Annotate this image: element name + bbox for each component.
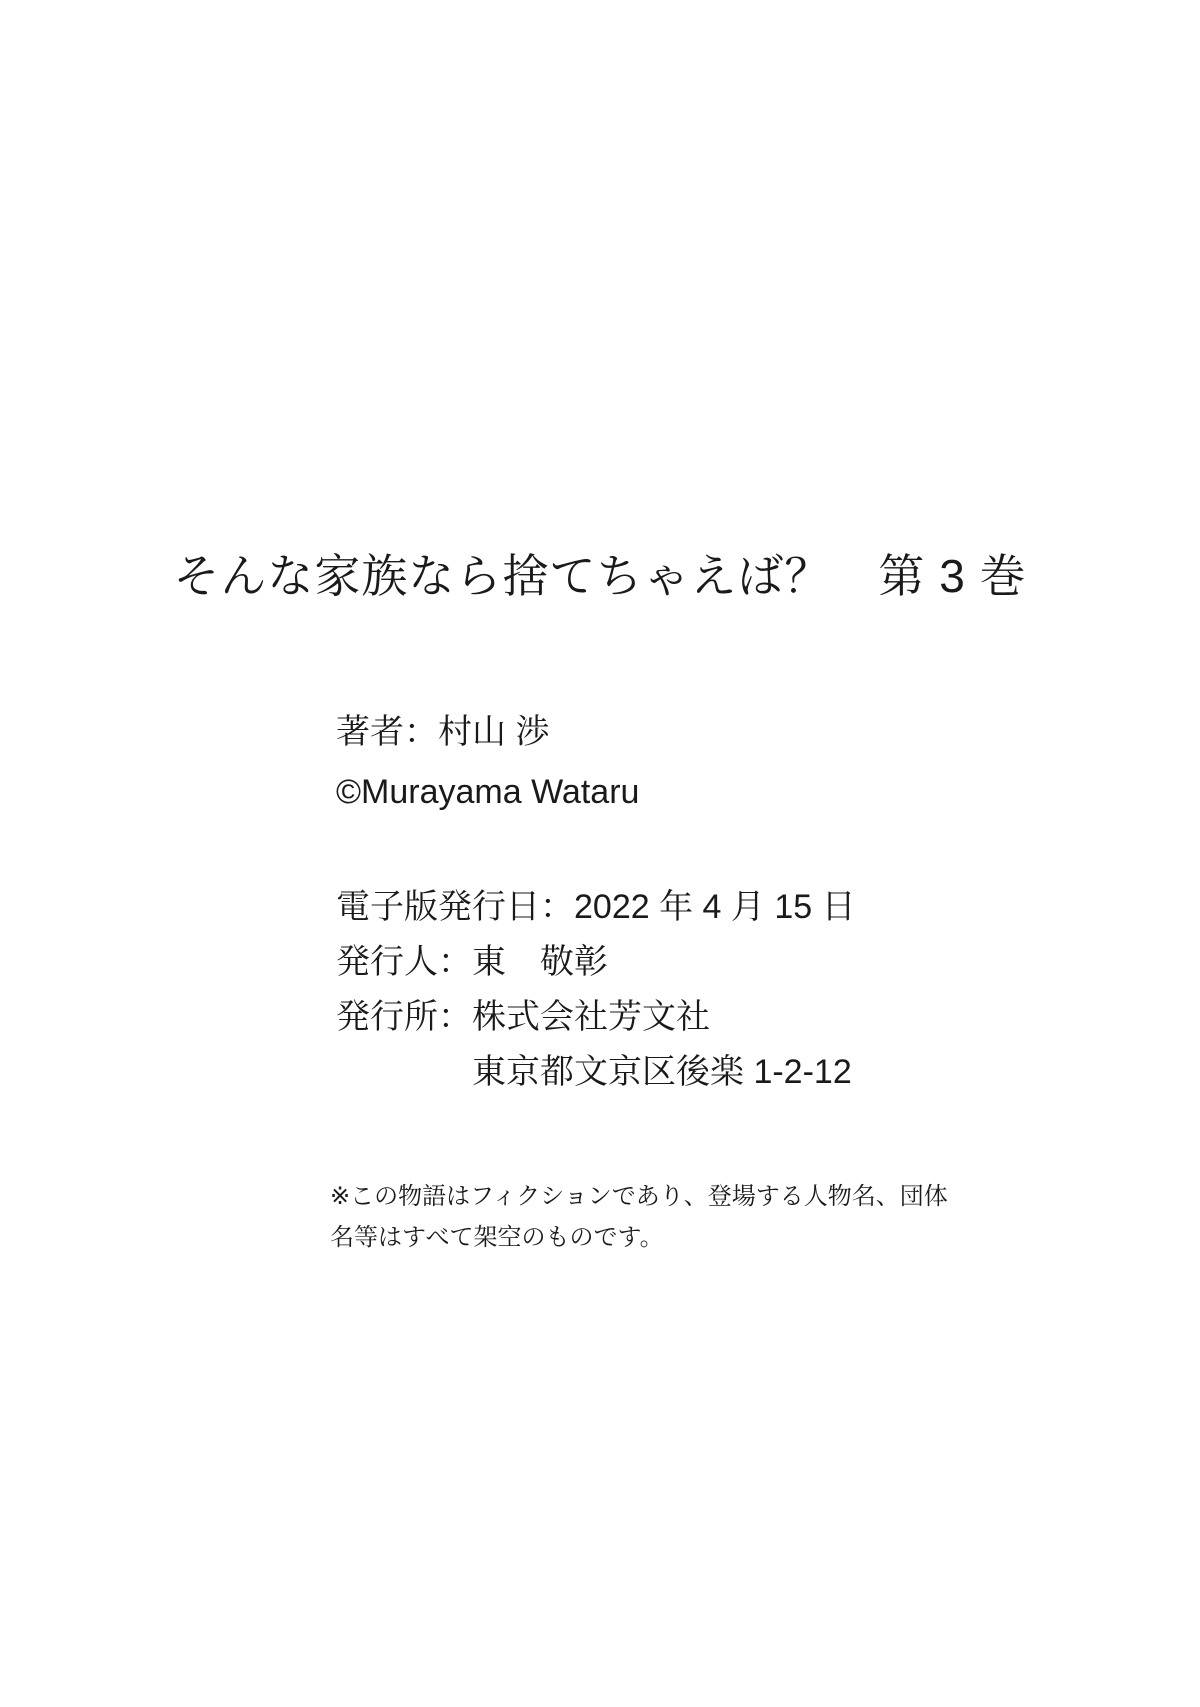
edition-date-line: 電子版発行日：2022 年 4 月 15 日: [336, 888, 856, 926]
publication-block: [336, 880, 856, 1100]
copyright-line: ©Murayama Wataru: [336, 773, 640, 811]
disclaimer-line-1: ※この物語はフィクションであり、登場する人物名、団体: [330, 1183, 948, 1210]
publisher-company-line: 発行所：株式会社芳文社: [336, 998, 710, 1036]
author-line: 著者：村山 渉: [336, 713, 550, 751]
publisher-person-line: 発行人：東 敬彰: [336, 943, 608, 981]
fiction-disclaimer: [330, 1176, 948, 1258]
author-block: [336, 702, 639, 822]
book-title: そんな家族なら捨てちゃえば？ 第 3 巻: [173, 550, 1027, 602]
disclaimer-line-2: 名等はすべて架空のものです。: [330, 1224, 664, 1251]
publisher-address-line: 東京都文京区後楽 1-2-12: [472, 1053, 852, 1091]
